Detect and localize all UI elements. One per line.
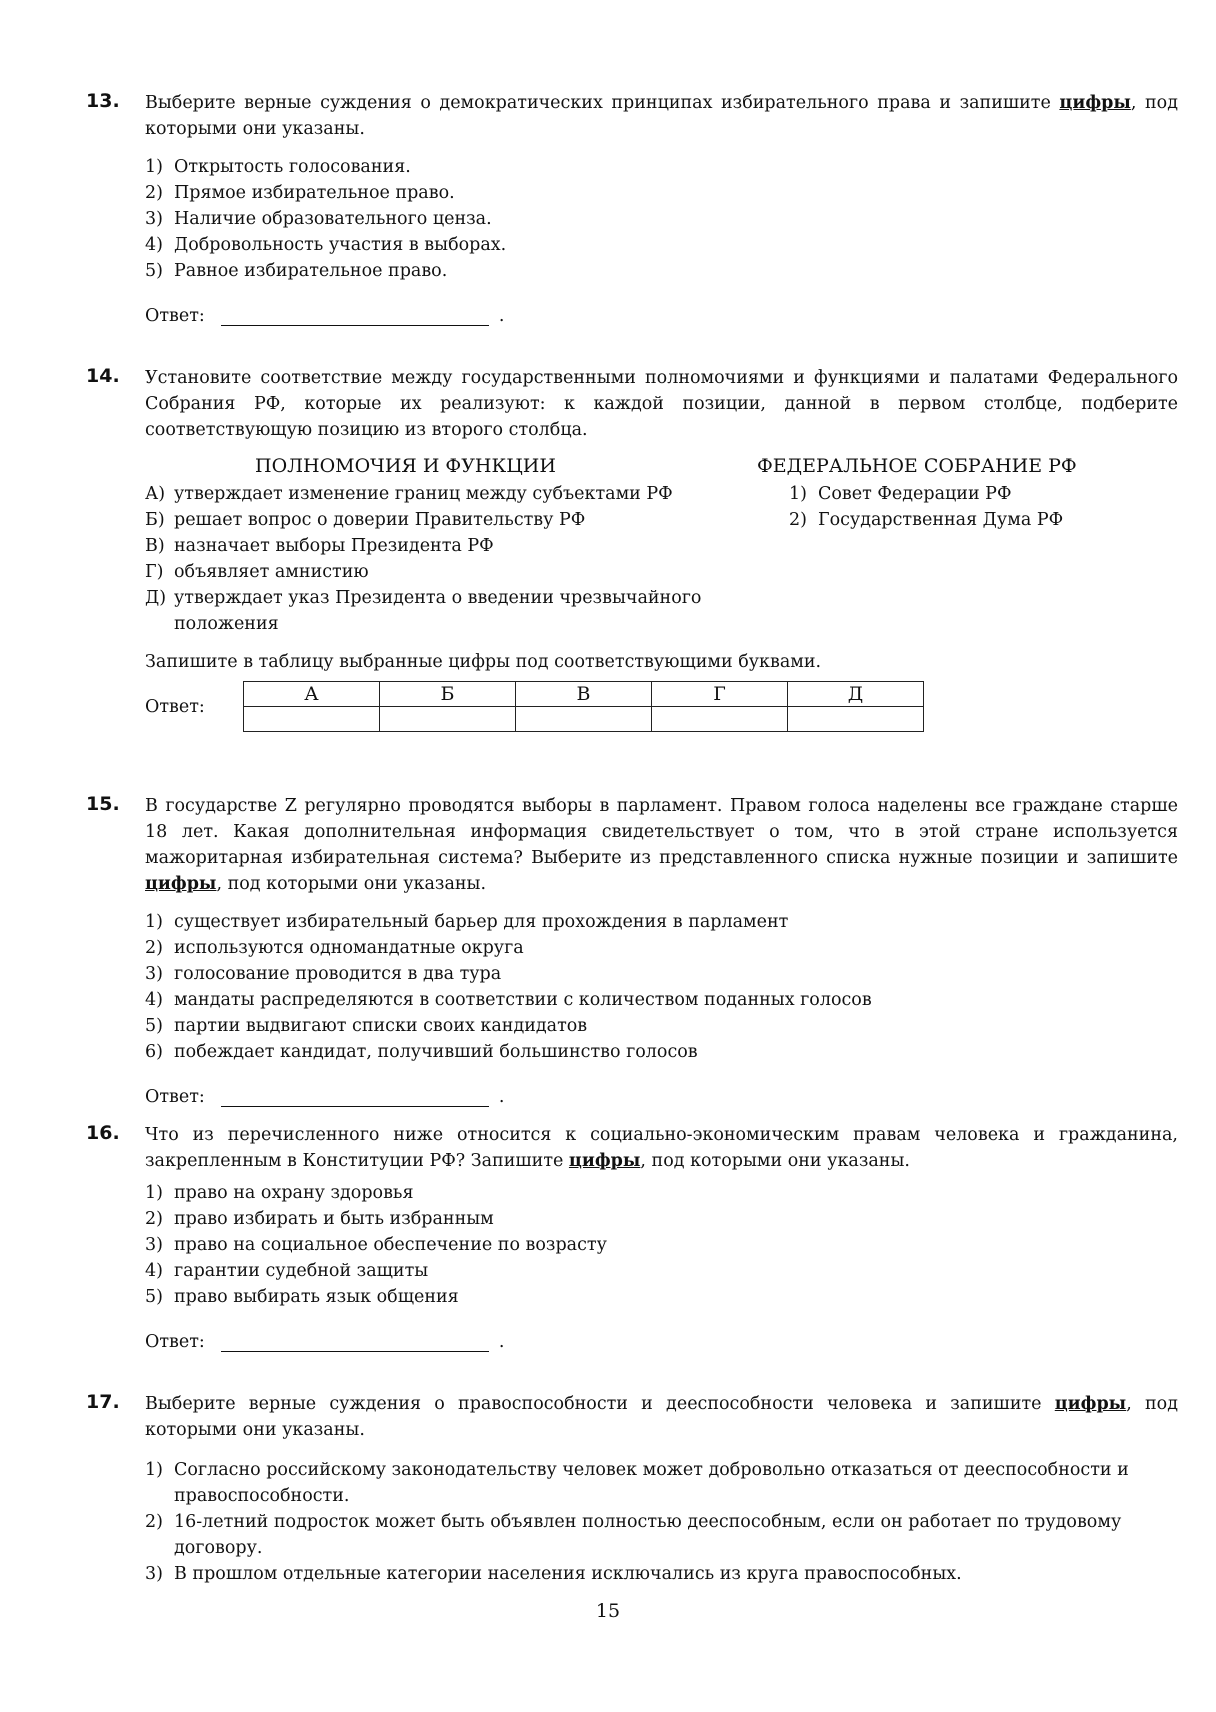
task-number: 16.: [86, 1122, 120, 1144]
answer-line[interactable]: [221, 1086, 489, 1107]
answer-cell[interactable]: [380, 707, 516, 732]
answer-row: Ответ: .: [145, 1087, 505, 1107]
answer-label: Ответ:: [145, 306, 205, 326]
answer-label: Ответ:: [145, 1332, 205, 1352]
task-question: Выберите верные суждения о демократических принципах избирательного права и запишите цифры, под которыми они указаны.: [145, 93, 1178, 139]
option-item: 4) Добровольность участия в выборах.: [145, 235, 507, 255]
task-number: 15.: [86, 793, 120, 815]
option-item: 6) побеждает кандидат, получивший большинство голосов: [145, 1042, 698, 1062]
right-item: 2) Государственная Дума РФ: [789, 510, 1064, 530]
option-item: 2) право избирать и быть избранным: [145, 1209, 494, 1229]
answer-table-row: [145, 681, 1178, 732]
option-item: 4) мандаты распределяются в соответствии с количеством поданных голосов: [145, 990, 872, 1010]
options-list: [145, 1180, 1178, 1310]
answer-cell[interactable]: [788, 707, 924, 732]
answer-row: Ответ: .: [145, 306, 505, 326]
answer-label: Ответ:: [145, 1087, 205, 1107]
task-number: 17.: [86, 1391, 120, 1413]
option-item: 3) В прошлом отдельные категории населения исключались из круга правоспособных.: [145, 1564, 962, 1584]
option-item: 5) право выбирать язык общения: [145, 1287, 459, 1307]
option-item: 1) Согласно российскому законодательству человек может добровольно отказаться от дееспособности и правоспособности.: [145, 1460, 1129, 1506]
left-item: А) утверждает изменение границ между субъектами РФ: [145, 484, 673, 504]
option-item: 3) голосование проводится в два тура: [145, 964, 502, 984]
task-question: В государстве Z регулярно проводятся выборы в парламент. Правом голоса наделены все граждане старше 18 лет. Какая дополнительная информация свидетельствует о том, что в этой стране используется мажоритарная избирательная система? Выберите из представленного списка нужные позиции и запишите цифры, под которыми они указаны.: [145, 796, 1178, 894]
answer-cell[interactable]: [516, 707, 652, 732]
option-item: 2) используются одномандатные округа: [145, 938, 524, 958]
option-item: 1) право на охрану здоровья: [145, 1183, 414, 1203]
table-instruction: Запишите в таблицу выбранные цифры под соответствующими буквами.: [145, 652, 822, 672]
table-header-cell: Д: [788, 682, 924, 707]
option-item: 2) Прямое избирательное право.: [145, 183, 455, 203]
options-list: [145, 1457, 1178, 1587]
option-item: 3) Наличие образовательного ценза.: [145, 209, 492, 229]
option-item: 3) право на социальное обеспечение по возрасту: [145, 1235, 607, 1255]
right-column-header: ФЕДЕРАЛЬНОЕ СОБРАНИЕ РФ: [757, 455, 1077, 477]
task-16: [86, 1122, 1178, 1352]
left-item: В) назначает выборы Президента РФ: [145, 536, 494, 556]
task-13: [86, 90, 1178, 326]
left-item: Б) решает вопрос о доверии Правительству РФ: [145, 510, 586, 530]
answer-line[interactable]: [221, 1331, 489, 1352]
task-question: Выберите верные суждения о правоспособности и дееспособности человека и запишите цифры, под которыми они указаны.: [145, 1394, 1178, 1440]
table-header-cell: Б: [380, 682, 516, 707]
option-item: 2) 16-летний подросток может быть объявлен полностью дееспособным, если он работает по трудовому договору.: [145, 1512, 1122, 1558]
option-item: 4) гарантии судебной защиты: [145, 1261, 429, 1281]
option-item: 5) Равное избирательное право.: [145, 261, 448, 281]
left-item: Г) объявляет амнистию: [145, 562, 369, 582]
options-list: [145, 154, 1178, 284]
task-15: [86, 793, 1178, 1107]
options-list: [145, 909, 1178, 1065]
left-item: Д) утверждает указ Президента о введении чрезвычайного положения: [145, 588, 702, 634]
table-header-cell: А: [244, 682, 380, 707]
answer-cell[interactable]: [652, 707, 788, 732]
answer-row: Ответ: .: [145, 1332, 505, 1352]
answer-table: [243, 681, 924, 732]
left-column: [145, 453, 745, 637]
table-header-cell: Г: [652, 682, 788, 707]
task-17: [86, 1391, 1178, 1587]
task-14: [86, 365, 1178, 732]
answer-label: Ответ:: [145, 696, 205, 717]
answer-line[interactable]: [221, 305, 489, 326]
answer-cell[interactable]: [244, 707, 380, 732]
right-item: 1) Совет Федерации РФ: [789, 484, 1012, 504]
right-column: [757, 453, 1145, 637]
task-question: Что из перечисленного ниже относится к социально-экономическим правам человека и гражданина, закрепленным в Конституции РФ? Запишите цифры, под которыми они указаны.: [145, 1125, 1178, 1171]
table-header-cell: В: [516, 682, 652, 707]
left-column-header: ПОЛНОМОЧИЯ И ФУНКЦИИ: [255, 455, 556, 477]
page-number: 15: [595, 1600, 621, 1622]
option-item: 1) Открытость голосования.: [145, 157, 411, 177]
option-item: 5) партии выдвигают списки своих кандидатов: [145, 1016, 588, 1036]
task-number: 14.: [86, 365, 120, 387]
task-number: 13.: [86, 90, 120, 112]
option-item: 1) существует избирательный барьер для прохождения в парламент: [145, 912, 789, 932]
matching-columns: [145, 453, 1178, 637]
task-question: Установите соответствие между государственными полномочиями и функциями и палатами Федерального Собрания РФ, которые их реализуют: к каждой позиции, данной в первом столбце, подберите соответствующую позицию из второго столбца.: [145, 368, 1178, 440]
